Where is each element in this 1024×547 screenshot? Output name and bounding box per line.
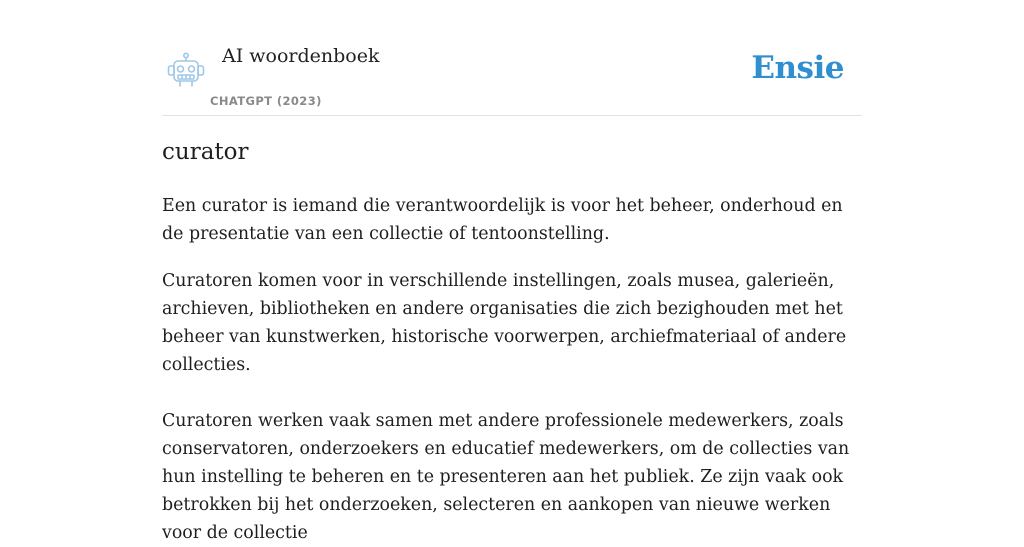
definition-paragraph: Curatoren komen voor in verschillende instellingen, zoals musea, galerieën, archieven, bibliotheken en andere organisaties die zich bezighouden met het beheer van kunstwerken, historische voorwerpen, archiefmateriaal of andere collecties. — [162, 271, 847, 375]
ensie-logo[interactable]: Ensie — [751, 50, 844, 86]
content-container — [162, 0, 862, 543]
source-title[interactable]: AI woordenboek — [222, 45, 380, 67]
robot-icon — [166, 52, 206, 90]
entry-term: curator — [162, 139, 249, 165]
source-subtitle: CHATGPT (2023) — [210, 94, 322, 108]
header — [162, 0, 862, 116]
definition-paragraph: Curatoren werken vaak samen met andere professionele medewerkers, zoals conservatoren, onderzoekers en educatief medewerkers, om de collecties van hun instelling te beheren en te presenteren aan het publiek. Ze zijn vaak ook betrokken bij het onderzoeken, selecteren en aankopen van nieuwe werken voor de collectie — [162, 411, 850, 543]
definition-paragraph: Een curator is iemand die verantwoordelijk is voor het beheer, onderhoud en de presentatie van een collectie of tentoonstelling. — [162, 196, 843, 244]
